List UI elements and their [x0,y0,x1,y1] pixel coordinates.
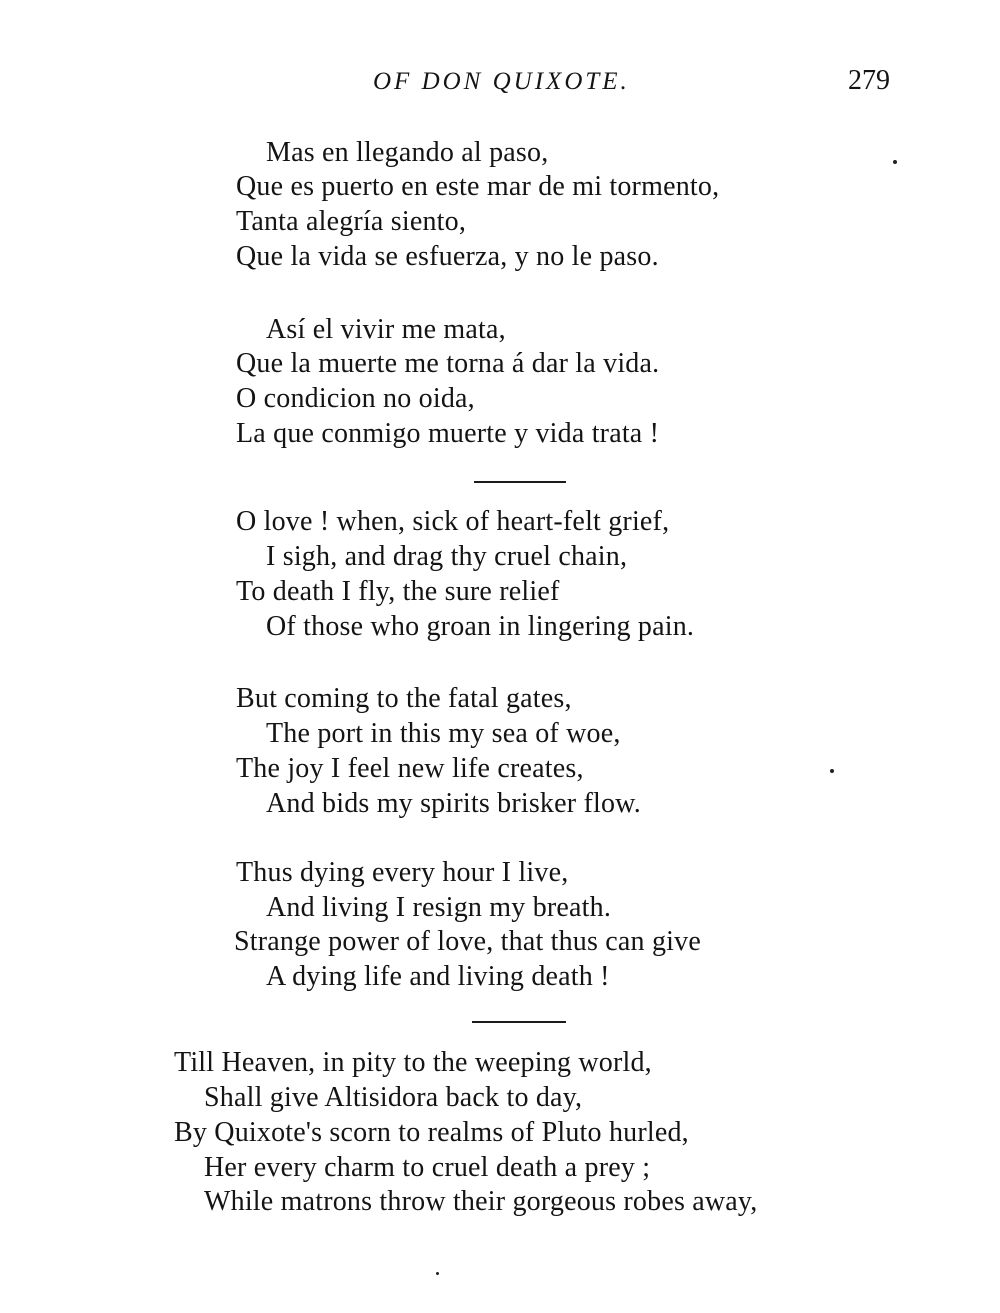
verse-line: O love ! when, sick of heart-felt grief, [236,506,670,537]
scan-speck [893,160,897,164]
verse-line: Thus dying every hour I live, [236,857,569,888]
verse-line: By Quixote's scorn to realms of Pluto hurled, [174,1117,689,1148]
verse-line: O condicion no oida, [236,383,475,414]
section-divider [474,481,566,483]
page-number: 279 [848,65,890,96]
verse-line: Que la muerte me torna á dar la vida. [236,348,660,379]
verse-line: A dying life and living death ! [266,961,610,992]
running-head [0,65,1000,108]
running-title: OF DON QUIXOTE. [373,68,630,95]
verse-line: La que conmigo muerte y vida trata ! [236,418,660,449]
verse-line: Shall give Altisidora back to day, [204,1082,583,1113]
verse-line: Así el vivir me mata, [266,314,506,345]
verse-line: Tanta alegría siento, [236,206,467,237]
verse-line: While matrons throw their gorgeous robes away, [204,1186,758,1217]
section-divider [472,1021,566,1023]
verse-line: Her every charm to cruel death a prey ; [204,1152,651,1183]
verse-line: Que la vida se esfuerza, y no le paso. [236,241,659,272]
verse-line: Mas en llegando al paso, [266,137,549,168]
scan-speck [436,1272,439,1275]
verse-line: Que es puerto en este mar de mi tormento, [236,171,720,202]
verse-line: But coming to the fatal gates, [236,683,572,714]
verse-line: The joy I feel new life creates, [236,753,584,784]
verse-line: The port in this my sea of woe, [266,718,621,749]
verse-line: To death I fly, the sure relief [236,576,560,607]
verse-line: And bids my spirits brisker flow. [266,788,641,819]
verse-line: Of those who groan in lingering pain. [266,611,695,642]
verse-line: Till Heaven, in pity to the weeping world, [174,1047,652,1078]
scan-speck [830,769,834,773]
verse-line: And living I resign my breath. [266,892,612,923]
verse-line: Strange power of love, that thus can give [234,926,701,957]
verse-line: I sigh, and drag thy cruel chain, [266,541,628,572]
